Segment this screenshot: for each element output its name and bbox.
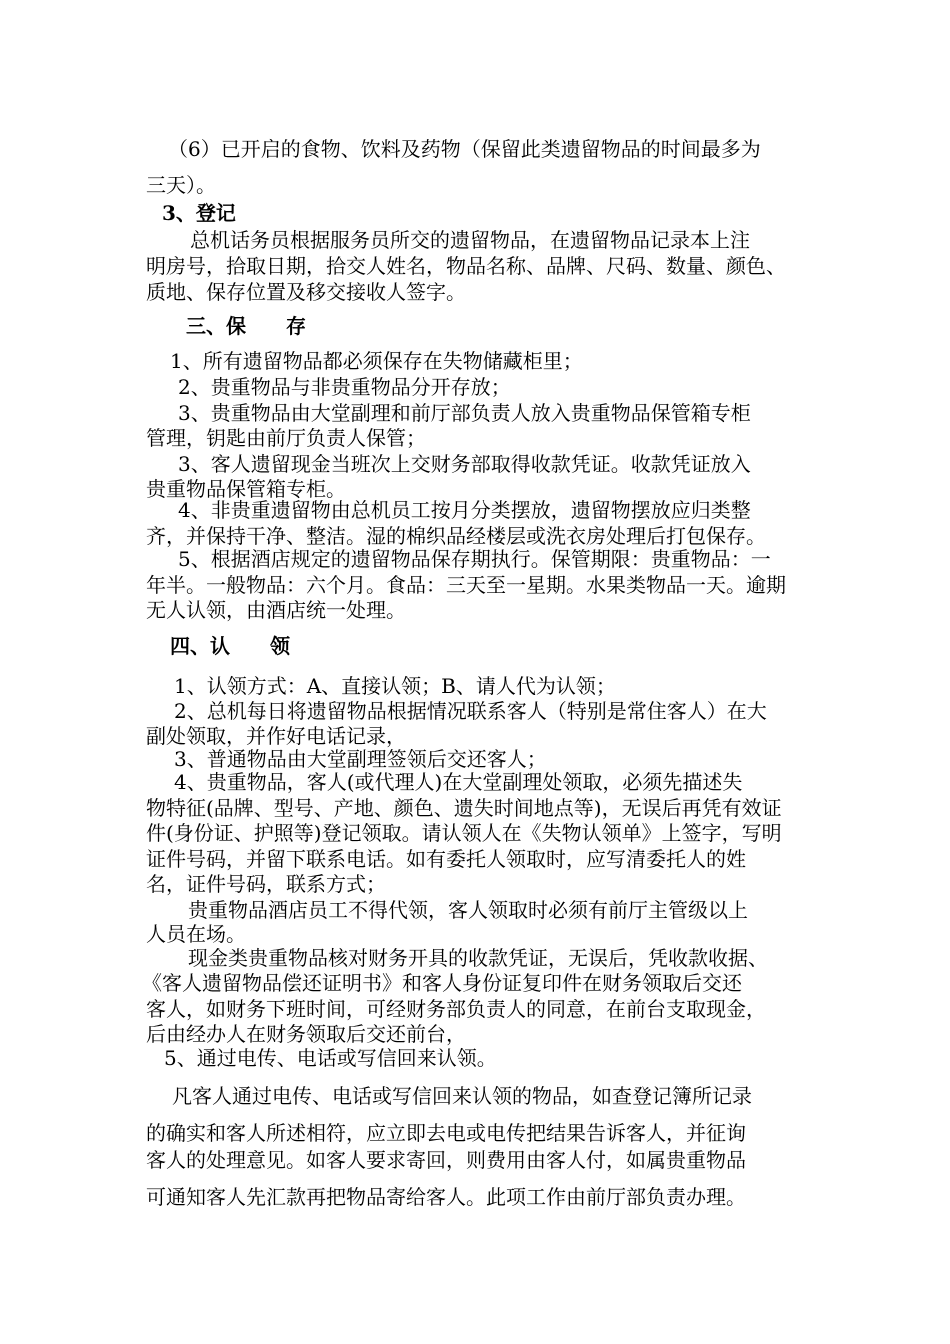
doc-line: 后由经办人在财务领取后交还前台， <box>146 1022 466 1046</box>
doc-line: 齐，并保持干净、整洁。湿的棉织品经楼层或洗衣房处理后打包保存。 <box>146 524 766 548</box>
doc-line: 2、贵重物品与非贵重物品分开存放； <box>178 375 511 399</box>
doc-line: 3、贵重物品由大堂副理和前厅部负责人放入贵重物品保管箱专柜 <box>178 401 751 425</box>
doc-line: 贵重物品酒店员工不得代领，客人领取时必须有前厅主管级以上 <box>188 898 748 922</box>
doc-line: 可通知客人先汇款再把物品寄给客人。此项工作由前厅部负责办理。 <box>146 1185 746 1209</box>
doc-line: 3、普通物品由大堂副理签领后交还客人； <box>174 747 547 771</box>
doc-line: 无人认领，由酒店统一处理。 <box>146 598 406 622</box>
doc-line: 件(身份证、护照等)登记领取。请认领人在《失物认领单》上签字，写明 <box>146 821 782 845</box>
doc-line: 5、通过电传、电话或写信回来认领。 <box>164 1046 497 1070</box>
doc-line: 凡客人通过电传、电话或写信回来认领的物品，如查登记簿所记录 <box>172 1084 752 1108</box>
doc-line: 三天）。 <box>146 173 216 197</box>
doc-line: 《客人遗留物品偿还证明书》和客人身份证复印件在财务领取后交还 <box>142 971 742 995</box>
doc-line: 客人，如财务下班时间，可经财务部负责人的同意，在前台支取现金， <box>146 997 766 1021</box>
doc-line: 4、贵重物品，客人(或代理人)在大堂副理处领取，必须先描述失 <box>174 770 743 794</box>
doc-line: 管理，钥匙由前厅负责人保管； <box>146 426 426 450</box>
doc-line: 客人的处理意见。如客人要求寄回，则费用由客人付，如属贵重物品 <box>146 1148 746 1172</box>
doc-line: 3、客人遗留现金当班次上交财务部取得收款凭证。收款凭证放入 <box>178 452 751 476</box>
doc-line: （6）已开启的食物、饮料及药物（保留此类遗留物品的时间最多为 <box>168 137 761 161</box>
section-heading: 四、认 领 <box>170 634 290 658</box>
doc-line: 证件号码，并留下联系电话。如有委托人领取时，应写清委托人的姓 <box>146 847 746 871</box>
doc-line: 物特征(品牌、型号、产地、颜色、遗失时间地点等)，无误后再凭有效证 <box>146 796 782 820</box>
doc-line: 副处领取，并作好电话记录， <box>146 724 406 748</box>
doc-line: 名，证件号码，联系方式； <box>146 872 386 896</box>
section-heading: 3、登记 <box>162 201 236 225</box>
doc-line: 的确实和客人所述相符，应立即去电或电传把结果告诉客人，并征询 <box>146 1121 746 1145</box>
doc-line: 2、总机每日将遗留物品根据情况联系客人（特别是常住客人）在大 <box>174 699 767 723</box>
doc-line: 年半。一般物品：六个月。食品：三天至一星期。水果类物品一天。逾期 <box>146 573 786 597</box>
section-heading: 三、保 存 <box>186 314 306 338</box>
doc-line: 总机话务员根据服务员所交的遗留物品，在遗留物品记录本上注 <box>190 228 750 252</box>
doc-line: 明房号，拾取日期，拾交人姓名，物品名称、品牌、尺码、数量、颜色、 <box>146 254 786 278</box>
doc-line: 1、所有遗留物品都必须保存在失物储藏柜里； <box>170 349 583 373</box>
doc-line: 现金类贵重物品核对财务开具的收款凭证，无误后，凭收款收据、 <box>188 946 768 970</box>
doc-line: 贵重物品保管箱专柜。 <box>146 477 346 501</box>
doc-line: 4、非贵重遗留物由总机员工按月分类摆放，遗留物摆放应归类整 <box>178 498 751 522</box>
doc-line: 质地、保存位置及移交接收人签字。 <box>146 280 466 304</box>
doc-line: 5、根据酒店规定的遗留物品保存期执行。保管期限：贵重物品：一 <box>178 547 771 571</box>
doc-line: 人员在场。 <box>146 922 246 946</box>
doc-line: 1、认领方式：A、直接认领；B、请人代为认领； <box>174 674 616 698</box>
